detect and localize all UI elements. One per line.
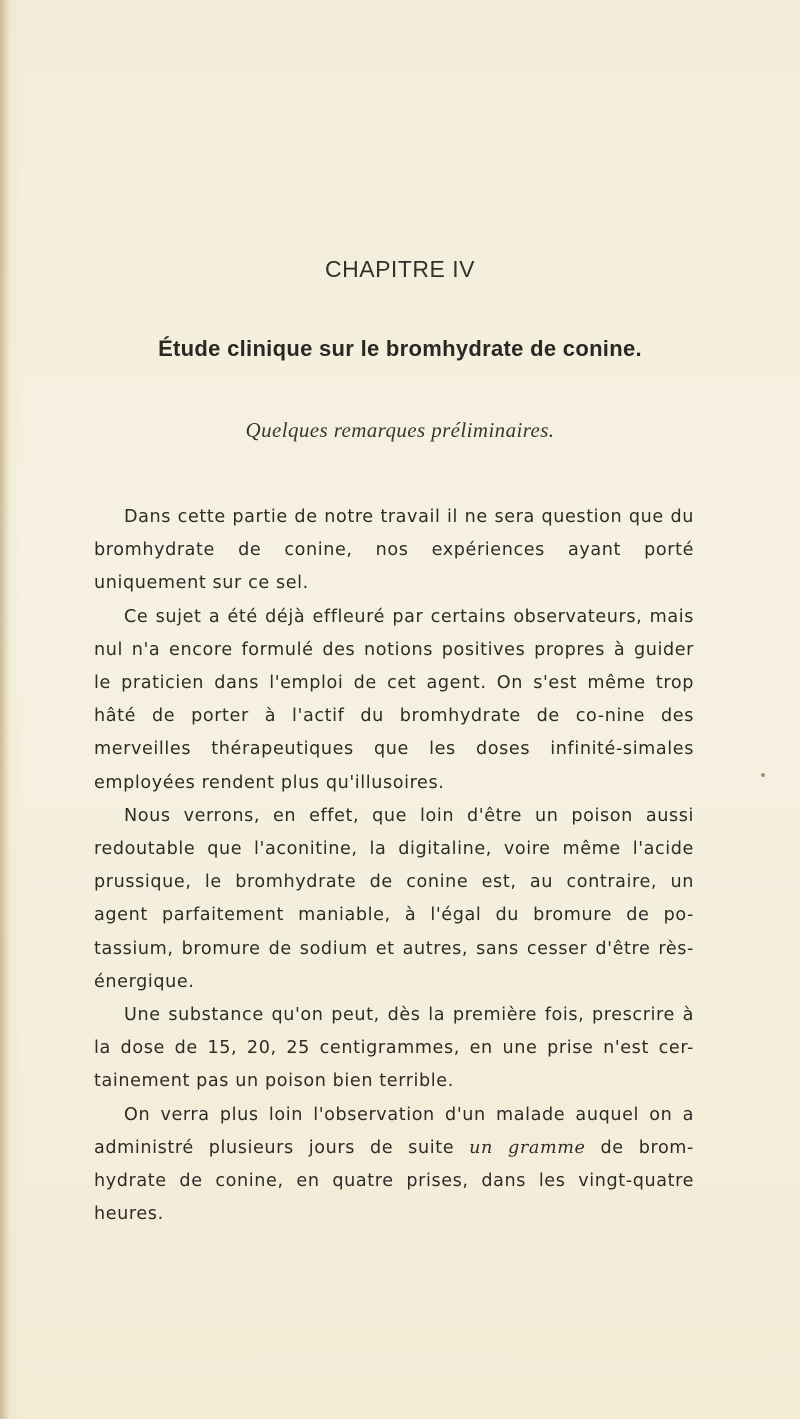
page-edge-shadow — [0, 0, 10, 1419]
paragraph-1: Dans cette partie de notre travail il ne sera question que du bromhydrate de conine, nos expériences ayant porté uniquement sur ce sel. — [94, 507, 694, 594]
paragraph-2: Ce sujet a été déjà effleuré par certains observateurs, mais nul n'a encore formulé des notions positives propres à guider le praticien dans l'emploi de cet agent. On s'est même trop hâté de porter à l'actif du bromhydrate de co-nine des merveilles thérapeutiques que les doses infinité-simales employées rendent plus qu'illusoires. — [94, 606, 694, 793]
body-text — [94, 501, 694, 1231]
paragraph-4: Une substance qu'on peut, dès la première fois, prescrire à la dose de 15, 20, 25 centigrammes, en une prise n'est cer-tainement pas un poison bien terrible. — [94, 1005, 694, 1092]
paragraph-3: Nous verrons, en effet, que loin d'être un poison aussi redoutable que l'aconitine, la digitaline, voire même l'acide prussique, le bromhydrate de conine est, au contraire, un agent parfaitement maniable, à l'égal du bromure de po-tassium, bromure de sodium et autres, sans cesser d'être rès-énergique. — [94, 805, 694, 992]
paragraph-5-text-start: On verra plus loin l'observation d'un malade auquel on a administré plusieurs jours de suite — [94, 1104, 694, 1158]
section-subtitle: Quelques remarques préliminaires. — [245, 418, 555, 442]
section-title: Étude clinique sur le bromhydrate de conine. — [158, 336, 642, 361]
paragraph-5-text-end: de brom-hydrate de conine, en quatre prises, dans les vingt-quatre heures. — [94, 1137, 694, 1225]
chapter-title: CHAPITRE IV — [325, 256, 475, 282]
paper-speck — [761, 773, 765, 777]
paragraph-5-emphasis: un gramme — [469, 1137, 586, 1158]
paragraph-5 — [94, 1099, 694, 1232]
